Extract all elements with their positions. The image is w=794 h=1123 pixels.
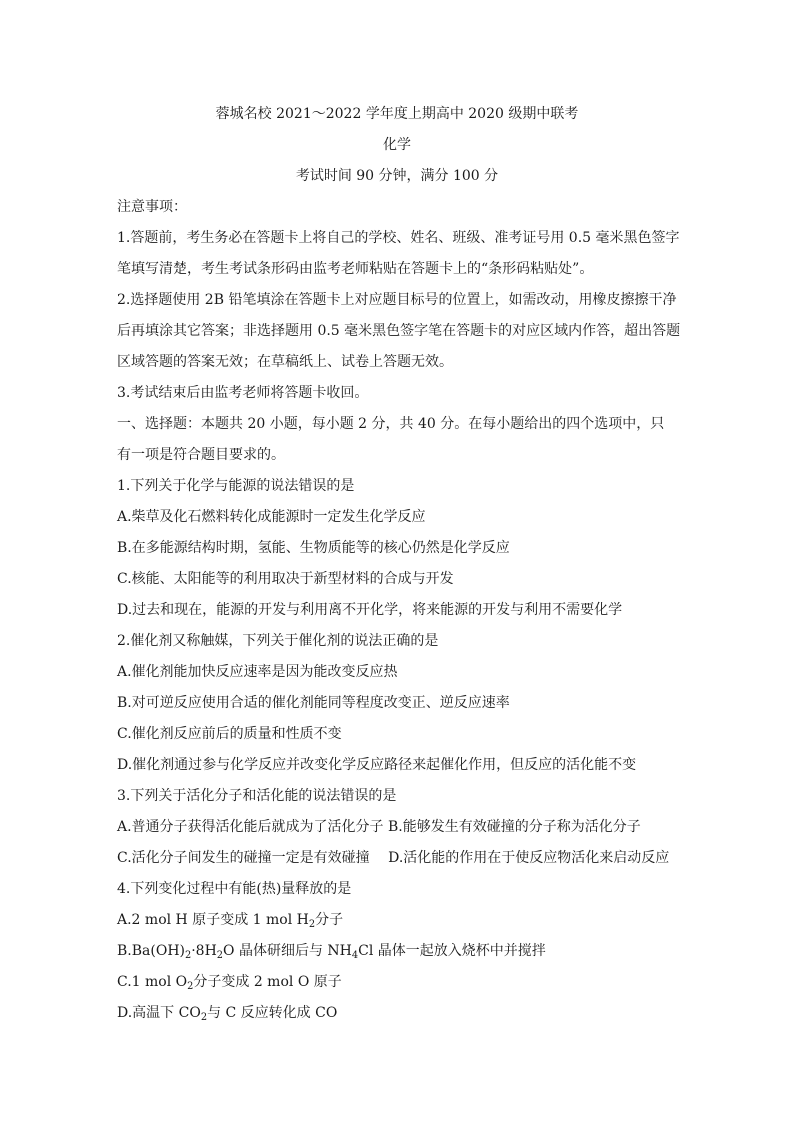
option-b: B.对可逆反应使用合适的催化剂能同等程度改变正、逆反应速率	[117, 695, 510, 711]
note-line: 区域答题的答案无效；在草稿纸上、试卷上答题无效。	[117, 354, 453, 370]
exam-title: 蓉城名校 2021～2022 学年度上期高中 2020 级期中联考	[215, 106, 579, 122]
note-line: 1.答题前，考生务必在答题卡上将自己的学校、姓名、班级、准考证号用 0.5 毫米黑色签字	[117, 230, 680, 246]
option-a: A.柴草及化石燃料转化成能源时一定发生化学反应	[117, 509, 426, 525]
option-row	[117, 848, 687, 868]
option-a: A.普通分子获得活化能后就成为了活化分子	[117, 819, 384, 835]
option-d: D.活化能的作用在于使反应物活化来启动反应	[388, 850, 670, 866]
question-stem: 3.下列关于活化分子和活化能的说法错误的是	[117, 788, 397, 804]
option-d: D.催化剂通过参与化学反应并改变化学反应路径来起催化作用，但反应的活化能不变	[117, 757, 637, 773]
question-stem: 2.催化剂又称触媒，下列关于催化剂的说法正确的是	[117, 633, 439, 649]
option-c: C.1 mol $O_2$分子变成 2 mol O 原子	[117, 974, 342, 992]
option-a: A.2 mol H 原子变成 1 mol $H_2$分子	[117, 912, 344, 930]
question-stem: 4.下列变化过程中有能(热)量释放的是	[117, 881, 352, 897]
option-c: C.核能、太阳能等的利用取决于新型材料的合成与开发	[117, 571, 454, 587]
question-stem: 1.下列关于化学与能源的说法错误的是	[117, 478, 355, 494]
option-b: B.在多能源结构时期，氢能、生物质能等的核心仍然是化学反应	[117, 540, 510, 556]
option-a: A.催化剂能加快反应速率是因为能改变反应热	[117, 664, 398, 680]
option-b: B.能够发生有效碰撞的分子称为活化分子	[388, 819, 641, 835]
subject-title: 化学	[383, 137, 411, 153]
note-line: 笔填写清楚，考生考试条形码由监考老师粘贴在答题卡上的“条形码粘贴处”。	[117, 261, 594, 277]
section-instructions: 一、选择题：本题共 20 小题，每小题 2 分，共 40 分。在每小题给出的四个选项中，只	[117, 416, 665, 432]
option-c: C.催化剂反应前后的质量和性质不变	[117, 726, 342, 742]
note-line: 2.选择题使用 2B 铅笔填涂在答题卡上对应题目标号的位置上，如需改动，用橡皮擦擦干净	[117, 292, 677, 308]
notes-heading: 注意事项：	[117, 199, 187, 215]
note-line: 3.考试结束后由监考老师将答题卡收回。	[117, 385, 369, 401]
option-d: D.过去和现在，能源的开发与利用离不开化学，将来能源的开发与利用不需要化学	[117, 602, 623, 618]
section-instructions: 有一项是符合题目要求的。	[117, 447, 285, 463]
option-row	[117, 817, 687, 837]
option-b: $B.Ba(OH)_2\cdot 8H_2O$ 晶体研细后与 $NH_4Cl$ 晶体一起放入烧杯中并搅拌	[117, 943, 546, 961]
note-line: 后再填涂其它答案；非选择题用 0.5 毫米黑色签字笔在答题卡的对应区域内作答，超出答题	[117, 323, 681, 339]
option-d: D.高温下 $CO_2$与 C 反应转化成 CO	[117, 1005, 338, 1023]
exam-time-score: 考试时间 90 分钟，满分 100 分	[295, 168, 499, 184]
option-c: C.活化分子间发生的碰撞一定是有效碰撞	[117, 850, 370, 866]
